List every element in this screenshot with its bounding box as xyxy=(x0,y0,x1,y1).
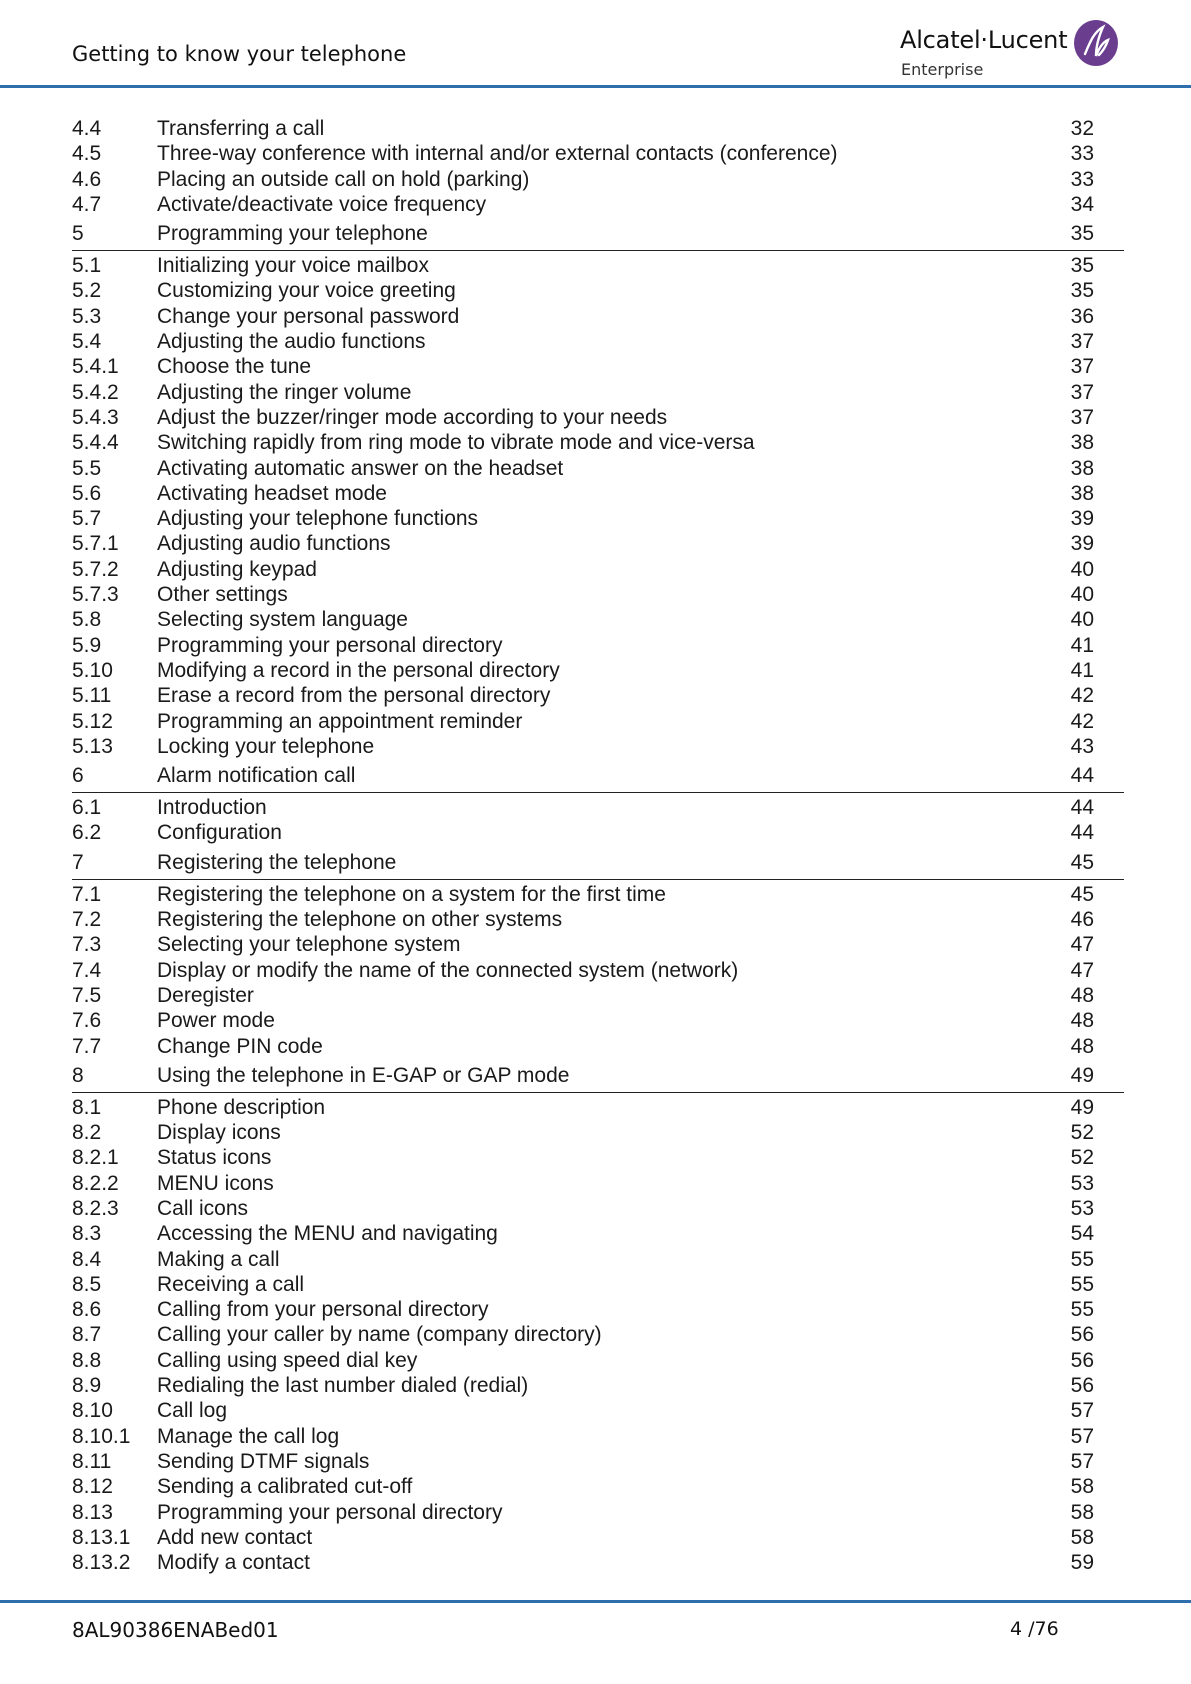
toc-row[interactable] xyxy=(72,405,1124,430)
toc-number: 8.13 xyxy=(72,1500,113,1524)
toc-page-number: 35 xyxy=(1070,279,1094,303)
toc-title: Using the telephone in E-GAP or GAP mode xyxy=(157,1063,570,1087)
toc-row[interactable] xyxy=(72,1398,1124,1423)
toc-title: Adjusting the ringer volume xyxy=(157,380,412,404)
toc-page-number: 56 xyxy=(1070,1348,1094,1372)
toc-page-number: 33 xyxy=(1070,167,1094,191)
toc-number: 5.8 xyxy=(72,608,102,632)
toc-title: Activate/deactivate voice frequency xyxy=(157,192,487,216)
toc-page-number: 53 xyxy=(1070,1171,1094,1195)
toc-number: 8.2.3 xyxy=(72,1196,119,1220)
toc-number: 8.2.2 xyxy=(72,1171,119,1195)
toc-page-number: 45 xyxy=(1070,882,1094,906)
toc-title: Other settings xyxy=(157,583,288,607)
toc-page-number: 56 xyxy=(1070,1374,1094,1398)
toc-title: Sending DTMF signals xyxy=(157,1449,370,1473)
toc-title: Power mode xyxy=(157,1009,275,1033)
toc-number: 5.4 xyxy=(72,330,102,354)
toc-page-number: 48 xyxy=(1070,1009,1094,1033)
toc-number: 8.9 xyxy=(72,1374,102,1398)
toc-page-number: 55 xyxy=(1070,1272,1094,1296)
toc-number: 7.6 xyxy=(72,1009,102,1033)
toc-number: 8.4 xyxy=(72,1247,102,1271)
toc-page-number: 39 xyxy=(1070,532,1094,556)
toc-number: 5 xyxy=(72,222,84,246)
toc-row[interactable] xyxy=(72,1095,1124,1120)
toc-title: Calling using speed dial key xyxy=(157,1348,418,1372)
toc-number: 7.3 xyxy=(72,933,102,957)
toc-title: Registering the telephone on other systems xyxy=(157,908,563,932)
toc-row[interactable] xyxy=(72,481,1124,506)
toc-number: 4.4 xyxy=(72,117,102,140)
toc-title: Customizing your voice greeting xyxy=(157,279,456,303)
document-title: Getting to know your telephone xyxy=(72,42,407,66)
toc-page-number: 37 xyxy=(1070,380,1094,404)
toc-page-number: 37 xyxy=(1070,355,1094,379)
toc-row[interactable] xyxy=(72,329,1124,354)
toc-number: 5.7.3 xyxy=(72,583,119,607)
toc-title: Adjust the buzzer/ringer mode according to your needs xyxy=(157,405,668,429)
toc-row[interactable] xyxy=(72,304,1124,329)
toc-title: Making a call xyxy=(157,1247,280,1271)
toc-row[interactable] xyxy=(72,1449,1124,1474)
toc-title: Display icons xyxy=(157,1121,281,1145)
toc-number: 7.7 xyxy=(72,1034,102,1058)
toc-row[interactable] xyxy=(72,1272,1124,1297)
toc-title: Locking your telephone xyxy=(157,734,375,758)
toc-row[interactable] xyxy=(72,456,1124,481)
toc-row[interactable] xyxy=(72,1550,1124,1575)
page-number: 4 /76 xyxy=(1010,1618,1059,1640)
toc-row[interactable] xyxy=(72,932,1124,957)
toc-title: Activating automatic answer on the headset xyxy=(157,456,564,480)
toc-number: 4.6 xyxy=(72,167,102,191)
toc-number: 8.12 xyxy=(72,1475,113,1499)
toc-page-number: 40 xyxy=(1070,608,1094,632)
toc-number: 8.1 xyxy=(72,1095,102,1119)
toc-title: Alarm notification call xyxy=(157,764,356,788)
toc-row[interactable] xyxy=(72,1247,1124,1272)
toc-number: 5.2 xyxy=(72,279,102,303)
toc-page-number: 41 xyxy=(1070,658,1094,682)
toc-chapter-row[interactable] xyxy=(72,217,1124,251)
toc-page-number: 56 xyxy=(1070,1323,1094,1347)
toc-title: Erase a record from the personal directory xyxy=(157,684,551,708)
alcatel-lucent-logo-icon xyxy=(1072,18,1120,68)
toc-row[interactable] xyxy=(72,506,1124,531)
toc-row[interactable] xyxy=(72,683,1124,708)
toc-title: Configuration xyxy=(157,821,282,845)
toc-title: Programming an appointment reminder xyxy=(157,709,523,733)
toc-page-number: 38 xyxy=(1070,431,1094,455)
toc-number: 5.7 xyxy=(72,507,102,531)
toc-page-number: 55 xyxy=(1070,1247,1094,1271)
toc-title: Adjusting keypad xyxy=(157,557,317,581)
toc-page-number: 40 xyxy=(1070,583,1094,607)
toc-page-number: 54 xyxy=(1070,1222,1094,1246)
toc-page-number: 53 xyxy=(1070,1196,1094,1220)
toc-chapter-row[interactable] xyxy=(72,1059,1124,1093)
toc-page-number: 40 xyxy=(1070,557,1094,581)
toc-title: Calling your caller by name (company directory) xyxy=(157,1323,602,1347)
toc-page-number: 36 xyxy=(1070,304,1094,328)
toc-number: 8 xyxy=(72,1063,84,1087)
toc-title: Calling from your personal directory xyxy=(157,1298,489,1322)
toc-number: 6.1 xyxy=(72,796,102,820)
toc-row[interactable] xyxy=(72,1474,1124,1499)
toc-row[interactable] xyxy=(72,658,1124,683)
toc-row[interactable] xyxy=(72,1171,1124,1196)
toc-number: 7.1 xyxy=(72,882,102,906)
toc-page-number: 48 xyxy=(1070,983,1094,1007)
toc-number: 6.2 xyxy=(72,821,102,845)
toc-page-number: 32 xyxy=(1070,117,1094,140)
toc-title: Receiving a call xyxy=(157,1272,305,1296)
toc-title: Phone description xyxy=(157,1095,326,1119)
toc-title: Deregister xyxy=(157,983,254,1007)
toc-title: Activating headset mode xyxy=(157,481,387,505)
toc-row[interactable] xyxy=(72,557,1124,582)
toc-number: 5.12 xyxy=(72,709,113,733)
toc-number: 6 xyxy=(72,764,84,788)
toc-number: 4.7 xyxy=(72,192,102,216)
toc-number: 5.3 xyxy=(72,304,102,328)
toc-page-number: 42 xyxy=(1070,709,1094,733)
toc-title: Change PIN code xyxy=(157,1034,323,1058)
toc-page-number: 58 xyxy=(1070,1475,1094,1499)
toc-chapter-row[interactable] xyxy=(72,846,1124,880)
toc-row[interactable] xyxy=(72,1120,1124,1145)
toc-row[interactable] xyxy=(72,1322,1124,1347)
toc-row[interactable] xyxy=(72,633,1124,658)
toc-number: 5.4.3 xyxy=(72,405,119,429)
toc-number: 5.4.1 xyxy=(72,355,119,379)
toc-title: Initializing your voice mailbox xyxy=(157,254,429,278)
toc-title: Three-way conference with internal and/or external contacts (conference) xyxy=(157,142,838,166)
toc-page-number: 45 xyxy=(1070,850,1094,874)
toc-title: Introduction xyxy=(157,796,267,820)
toc-number: 8.2 xyxy=(72,1121,102,1145)
toc-row[interactable] xyxy=(72,116,1124,141)
toc-page-number: 42 xyxy=(1070,684,1094,708)
toc-title: Adjusting the audio functions xyxy=(157,330,426,354)
toc-page-number: 49 xyxy=(1070,1095,1094,1119)
toc-number: 5.5 xyxy=(72,456,102,480)
toc-page-number: 33 xyxy=(1070,142,1094,166)
page-header xyxy=(0,0,1191,88)
toc-row[interactable] xyxy=(72,354,1124,379)
toc-page-number: 41 xyxy=(1070,633,1094,657)
toc-row[interactable] xyxy=(72,607,1124,632)
toc-page-number: 57 xyxy=(1070,1449,1094,1473)
toc-title: Registering the telephone xyxy=(157,850,397,874)
header-divider xyxy=(0,85,1191,88)
toc-row[interactable] xyxy=(72,907,1124,932)
toc-row[interactable] xyxy=(72,1145,1124,1170)
toc-title: MENU icons xyxy=(157,1171,274,1195)
toc-number: 8.2.1 xyxy=(72,1146,119,1170)
toc-title: Status icons xyxy=(157,1146,272,1170)
toc-title: Programming your telephone xyxy=(157,222,428,246)
toc-number: 5.13 xyxy=(72,734,113,758)
toc-number: 5.1 xyxy=(72,254,102,278)
toc-page-number: 46 xyxy=(1070,908,1094,932)
company-logo xyxy=(900,18,1130,80)
toc-row[interactable] xyxy=(72,1196,1124,1221)
toc-number: 7.5 xyxy=(72,983,102,1007)
toc-row[interactable] xyxy=(72,141,1124,166)
toc-number: 5.4.4 xyxy=(72,431,119,455)
toc-page-number: 49 xyxy=(1070,1063,1094,1087)
toc-row[interactable] xyxy=(72,820,1124,845)
toc-row[interactable] xyxy=(72,958,1124,983)
footer-divider xyxy=(0,1600,1191,1603)
toc-title: Adjusting audio functions xyxy=(157,532,391,556)
toc-number: 5.9 xyxy=(72,633,102,657)
toc-row[interactable] xyxy=(72,278,1124,303)
toc-title: Display or modify the name of the connected system (network) xyxy=(157,958,739,982)
toc-number: 8.10 xyxy=(72,1399,113,1423)
toc-page-number: 44 xyxy=(1070,796,1094,820)
toc-title: Programming your personal directory xyxy=(157,633,503,657)
toc-row[interactable] xyxy=(72,1373,1124,1398)
toc-title: Placing an outside call on hold (parking) xyxy=(157,167,530,191)
toc-row[interactable] xyxy=(72,430,1124,455)
toc-title: Selecting your telephone system xyxy=(157,933,461,957)
toc-page-number: 44 xyxy=(1070,821,1094,845)
toc-page-number: 35 xyxy=(1070,254,1094,278)
toc-page-number: 58 xyxy=(1070,1500,1094,1524)
toc-title: Redialing the last number dialed (redial) xyxy=(157,1374,529,1398)
toc-number: 5.7.2 xyxy=(72,557,119,581)
toc-row[interactable] xyxy=(72,192,1124,217)
toc-page-number: 37 xyxy=(1070,330,1094,354)
toc-number: 7 xyxy=(72,850,84,874)
toc-row[interactable] xyxy=(72,734,1124,759)
toc-title: Call icons xyxy=(157,1196,249,1220)
toc-number: 5.4.2 xyxy=(72,380,119,404)
toc-number: 8.8 xyxy=(72,1348,102,1372)
toc-row[interactable] xyxy=(72,1008,1124,1033)
toc-row[interactable] xyxy=(72,380,1124,405)
toc-page-number: 52 xyxy=(1070,1146,1094,1170)
toc-title: Manage the call log xyxy=(157,1424,340,1448)
logo-subtitle: Enterprise xyxy=(901,60,984,79)
toc-title: Modify a contact xyxy=(157,1551,310,1575)
toc-page-number: 35 xyxy=(1070,222,1094,246)
toc-number: 5.11 xyxy=(72,684,112,708)
toc-title: Modifying a record in the personal directory xyxy=(157,658,560,682)
toc-row[interactable] xyxy=(72,531,1124,556)
document-reference: 8AL90386ENABed01 xyxy=(72,1618,279,1642)
toc-title: Sending a calibrated cut-off xyxy=(157,1475,413,1499)
toc-number: 8.5 xyxy=(72,1272,102,1296)
toc-row[interactable] xyxy=(72,1500,1124,1525)
toc-title: Selecting system language xyxy=(157,608,408,632)
toc-row[interactable] xyxy=(72,882,1124,907)
toc-row[interactable] xyxy=(72,795,1124,820)
toc-page-number: 57 xyxy=(1070,1399,1094,1423)
toc-title: Call log xyxy=(157,1399,228,1423)
toc-page-number: 57 xyxy=(1070,1424,1094,1448)
toc-title: Add new contact xyxy=(157,1525,313,1549)
toc-row[interactable] xyxy=(72,1348,1124,1373)
toc-number: 8.13.2 xyxy=(72,1551,131,1575)
toc-row[interactable] xyxy=(72,1034,1124,1059)
toc-number: 8.13.1 xyxy=(72,1525,131,1549)
toc-page-number: 38 xyxy=(1070,456,1094,480)
toc-title: Registering the telephone on a system for the first time xyxy=(157,882,666,906)
toc-number: 4.5 xyxy=(72,142,102,166)
toc-title: Adjusting your telephone functions xyxy=(157,507,479,531)
toc-page-number: 47 xyxy=(1070,933,1094,957)
toc-page-number: 55 xyxy=(1070,1298,1094,1322)
toc-title: Switching rapidly from ring mode to vibrate mode and vice-versa xyxy=(157,431,755,455)
toc-page-number: 58 xyxy=(1070,1525,1094,1549)
toc-row[interactable] xyxy=(72,582,1124,607)
toc-page-number: 44 xyxy=(1070,764,1094,788)
logo-name: Alcatel·Lucent xyxy=(900,26,1068,54)
toc-page-number: 48 xyxy=(1070,1034,1094,1058)
toc-page-number: 38 xyxy=(1070,481,1094,505)
toc-number: 5.6 xyxy=(72,481,102,505)
toc-page-number: 37 xyxy=(1070,405,1094,429)
toc-title: Change your personal password xyxy=(157,304,460,328)
toc-number: 8.7 xyxy=(72,1323,102,1347)
toc-title: Choose the tune xyxy=(157,355,312,379)
toc-title: Transferring a call xyxy=(157,117,325,140)
toc-row[interactable] xyxy=(72,1525,1124,1550)
toc-number: 5.10 xyxy=(72,658,113,682)
toc-title: Programming your personal directory xyxy=(157,1500,503,1524)
toc-page-number: 43 xyxy=(1070,734,1094,758)
toc-number: 7.2 xyxy=(72,908,102,932)
toc-chapter-row[interactable] xyxy=(72,759,1124,793)
toc-page-number: 39 xyxy=(1070,507,1094,531)
toc-row[interactable] xyxy=(72,1297,1124,1322)
toc-title: Accessing the MENU and navigating xyxy=(157,1222,498,1246)
toc-page-number: 34 xyxy=(1070,192,1094,216)
toc-row[interactable] xyxy=(72,253,1124,278)
toc-number: 8.10.1 xyxy=(72,1424,131,1448)
toc-page-number: 59 xyxy=(1070,1551,1094,1575)
toc-row[interactable] xyxy=(72,983,1124,1008)
toc-number: 8.11 xyxy=(72,1449,112,1473)
toc-row[interactable] xyxy=(72,1424,1124,1449)
toc-number: 8.6 xyxy=(72,1298,102,1322)
toc-row[interactable] xyxy=(72,167,1124,192)
toc-row[interactable] xyxy=(72,1221,1124,1246)
toc-page-number: 52 xyxy=(1070,1121,1094,1145)
toc-number: 7.4 xyxy=(72,958,102,982)
toc-page-number: 47 xyxy=(1070,958,1094,982)
toc-number: 8.3 xyxy=(72,1222,102,1246)
toc-number: 5.7.1 xyxy=(72,532,119,556)
table-of-contents xyxy=(72,116,1124,1575)
toc-row[interactable] xyxy=(72,709,1124,734)
